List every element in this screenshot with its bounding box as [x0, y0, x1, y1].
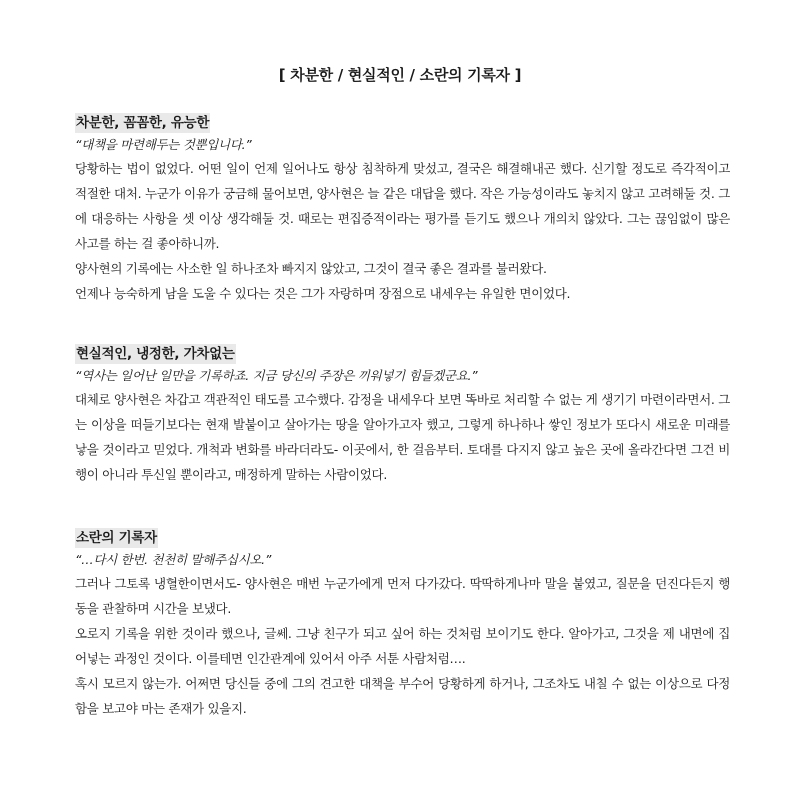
section-quote: “…다시 한번. 천천히 말해주십시오.” — [75, 552, 271, 567]
paragraph: 대체로 양사현은 차갑고 객관적인 태도를 고수했다. 감정을 내세우다 보면 똑바로 처리할 수 없는 게 생기기 마련이라면서. 그는 이상을 떠들기보다는 현재 발붙이고 살아가는 땅을 알아가고자 했고, 그렇게 하나하나 쌓인 정보가 또다시 새로운 미래를 낳을 것이라고 믿었다. 개척과 변화를 바라더라도- 이곳에서, 한 걸음부터. 토대를 다지지 않고 높은 곳에 올라간다면 그건 비행이 아니라 투신일 뿐이라고, 매정하게 말하는 사람이었다. — [75, 392, 730, 482]
paragraph: 당황하는 법이 없었다. 어떤 일이 언제 일어나도 항상 침착하게 맞섰고, 결국은 해결해내곤 했다. 신기할 정도로 즉각적이고 적절한 대처. 누군가 이유가 궁금해 물어보면, 양사현은 늘 같은 대답을 했다. 작은 가능성이라도 놓치지 않고 고려해둘 것. 그에 대응하는 사항을 셋 이상 생각해둘 것. 때로는 편집증적이라는 평가를 듣기도 했으나 개의치 않았다. 그는 끊임없이 많은 사고를 하는 걸 좋아하니까. — [75, 161, 730, 251]
section-realistic — [75, 343, 730, 487]
section-heading: 차분한, 꼼꼼한, 유능한 — [76, 115, 210, 131]
paragraph: 양사현의 기록에는 사소한 일 하나조차 빠지지 않았고, 그것이 결국 좋은 결과를 불러왔다. — [75, 261, 547, 276]
paragraph: 혹시 모르지 않는가. 어쩌면 당신들 중에 그의 견고한 대책을 부수어 당황하게 하거나, 그조차도 내칠 수 없는 이상으로 다정함을 보고야 마는 존재가 있을지. — [75, 676, 730, 716]
paragraph: 오로지 기록을 위한 것이라 했으나, 글쎄. 그냥 친구가 되고 싶어 하는 것처럼 보이기도 한다. 알아가고, 그것을 제 내면에 집어넣는 과정인 것이다. 이를테면 인간관계에 있어서 아주 서툰 사람처럼…. — [75, 626, 730, 666]
section-quote: “역사는 일어난 일만을 기록하죠. 지금 당신의 주장은 끼워넣기 힘들겠군요.” — [75, 368, 478, 383]
page-title: [ 차분한 / 현실적인 / 소란의 기록자 ] — [278, 66, 522, 84]
section-quote: “대책을 마련해두는 것뿐입니다.” — [75, 137, 252, 152]
section-calm — [75, 112, 730, 306]
section-heading: 소란의 기록자 — [76, 530, 157, 546]
section-heading: 현실적인, 냉정한, 가차없는 — [76, 346, 235, 362]
paragraph: 언제나 능숙하게 남을 도울 수 있다는 것은 그가 자랑하며 장점으로 내세우는 유일한 면이었다. — [75, 286, 571, 301]
section-recorder — [75, 527, 730, 721]
paragraph: 그러나 그토록 냉혈한이면서도- 양사현은 매번 누군가에게 먼저 다가갔다. 딱딱하게나마 말을 붙였고, 질문을 던진다든지 행동을 관찰하며 시간을 보냈다. — [75, 576, 730, 616]
